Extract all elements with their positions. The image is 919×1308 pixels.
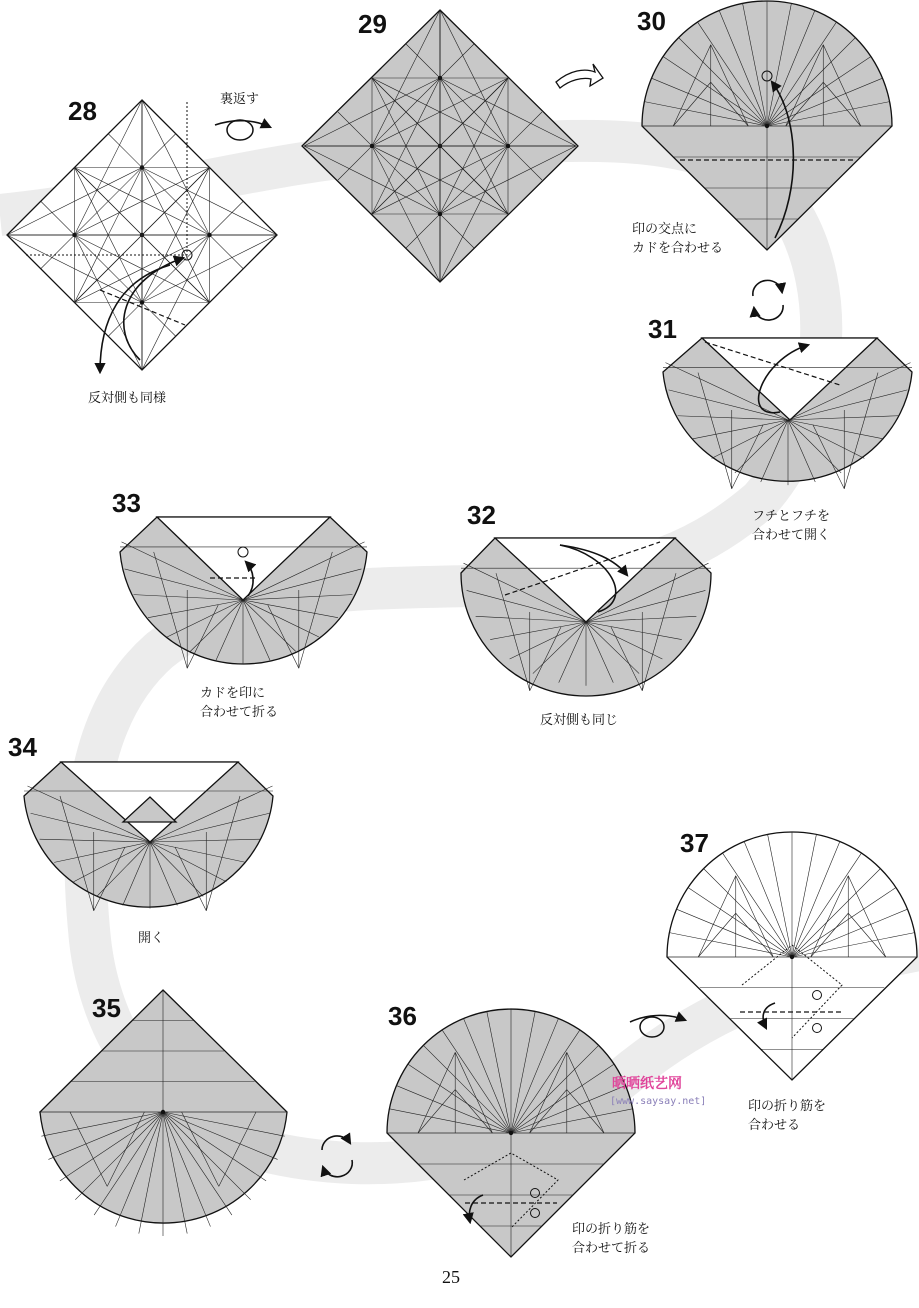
step-36-caption-line-1: 印の折り筋を <box>572 1222 651 1237</box>
step-31-diagram <box>663 338 912 489</box>
watermark-logo-url: [www.saysay.net] <box>610 1096 707 1107</box>
step-28-caption: 反対側も同様 <box>88 391 167 406</box>
crease-point <box>140 300 144 304</box>
turn-over-icon <box>215 120 270 140</box>
page-number: 25 <box>442 1267 460 1287</box>
crease-point <box>161 1110 165 1114</box>
step-number-30: 30 <box>637 6 666 36</box>
step-35-diagram <box>39 990 287 1236</box>
step-number-35: 35 <box>92 993 121 1023</box>
watermark-logo-name: 晒晒纸艺网 <box>612 1076 682 1092</box>
crease-point <box>207 233 211 237</box>
step-31-caption-line-2: 合わせて開く <box>752 528 831 543</box>
step-34-diagram <box>24 762 273 911</box>
next-step-arrow-icon <box>556 64 603 88</box>
step-33-caption-line-1: カドを印に <box>200 686 266 701</box>
step-30-caption-line-2: カドを合わせる <box>632 241 724 256</box>
crease-point <box>506 144 510 148</box>
step-36-diagram <box>387 1009 635 1257</box>
step-28-diagram <box>7 100 277 372</box>
crease-point <box>438 212 442 216</box>
step-number-28: 28 <box>68 96 97 126</box>
step-32-caption: 反対側も同じ <box>540 713 619 728</box>
step-number-36: 36 <box>388 1001 417 1031</box>
step-number-31: 31 <box>648 314 677 344</box>
turn-over-label: 裏返す <box>220 92 260 107</box>
step-30-caption-line-1: 印の交点に <box>632 222 698 237</box>
step-33-caption-line-2: 合わせて折る <box>200 705 279 720</box>
crease-point <box>509 1131 513 1135</box>
step-number-34: 34 <box>8 732 37 762</box>
crease-point <box>765 124 769 128</box>
step-number-37: 37 <box>680 828 709 858</box>
step-37-caption-line-2: 合わせる <box>748 1118 801 1133</box>
step-32-diagram <box>461 538 711 696</box>
step-29-diagram <box>302 10 578 282</box>
step-31-caption-line-1: フチとフチを <box>752 509 831 524</box>
crease-point <box>790 955 794 959</box>
step-number-29: 29 <box>358 9 387 39</box>
step-34-caption: 開く <box>138 931 165 946</box>
step-30-diagram <box>642 1 892 250</box>
step-36-caption-line-2: 合わせて折る <box>572 1241 651 1256</box>
rotate-icon <box>753 280 783 320</box>
step-number-32: 32 <box>467 500 496 530</box>
step-37-caption-line-1: 印の折り筋を <box>748 1099 827 1114</box>
step-number-33: 33 <box>112 488 141 518</box>
